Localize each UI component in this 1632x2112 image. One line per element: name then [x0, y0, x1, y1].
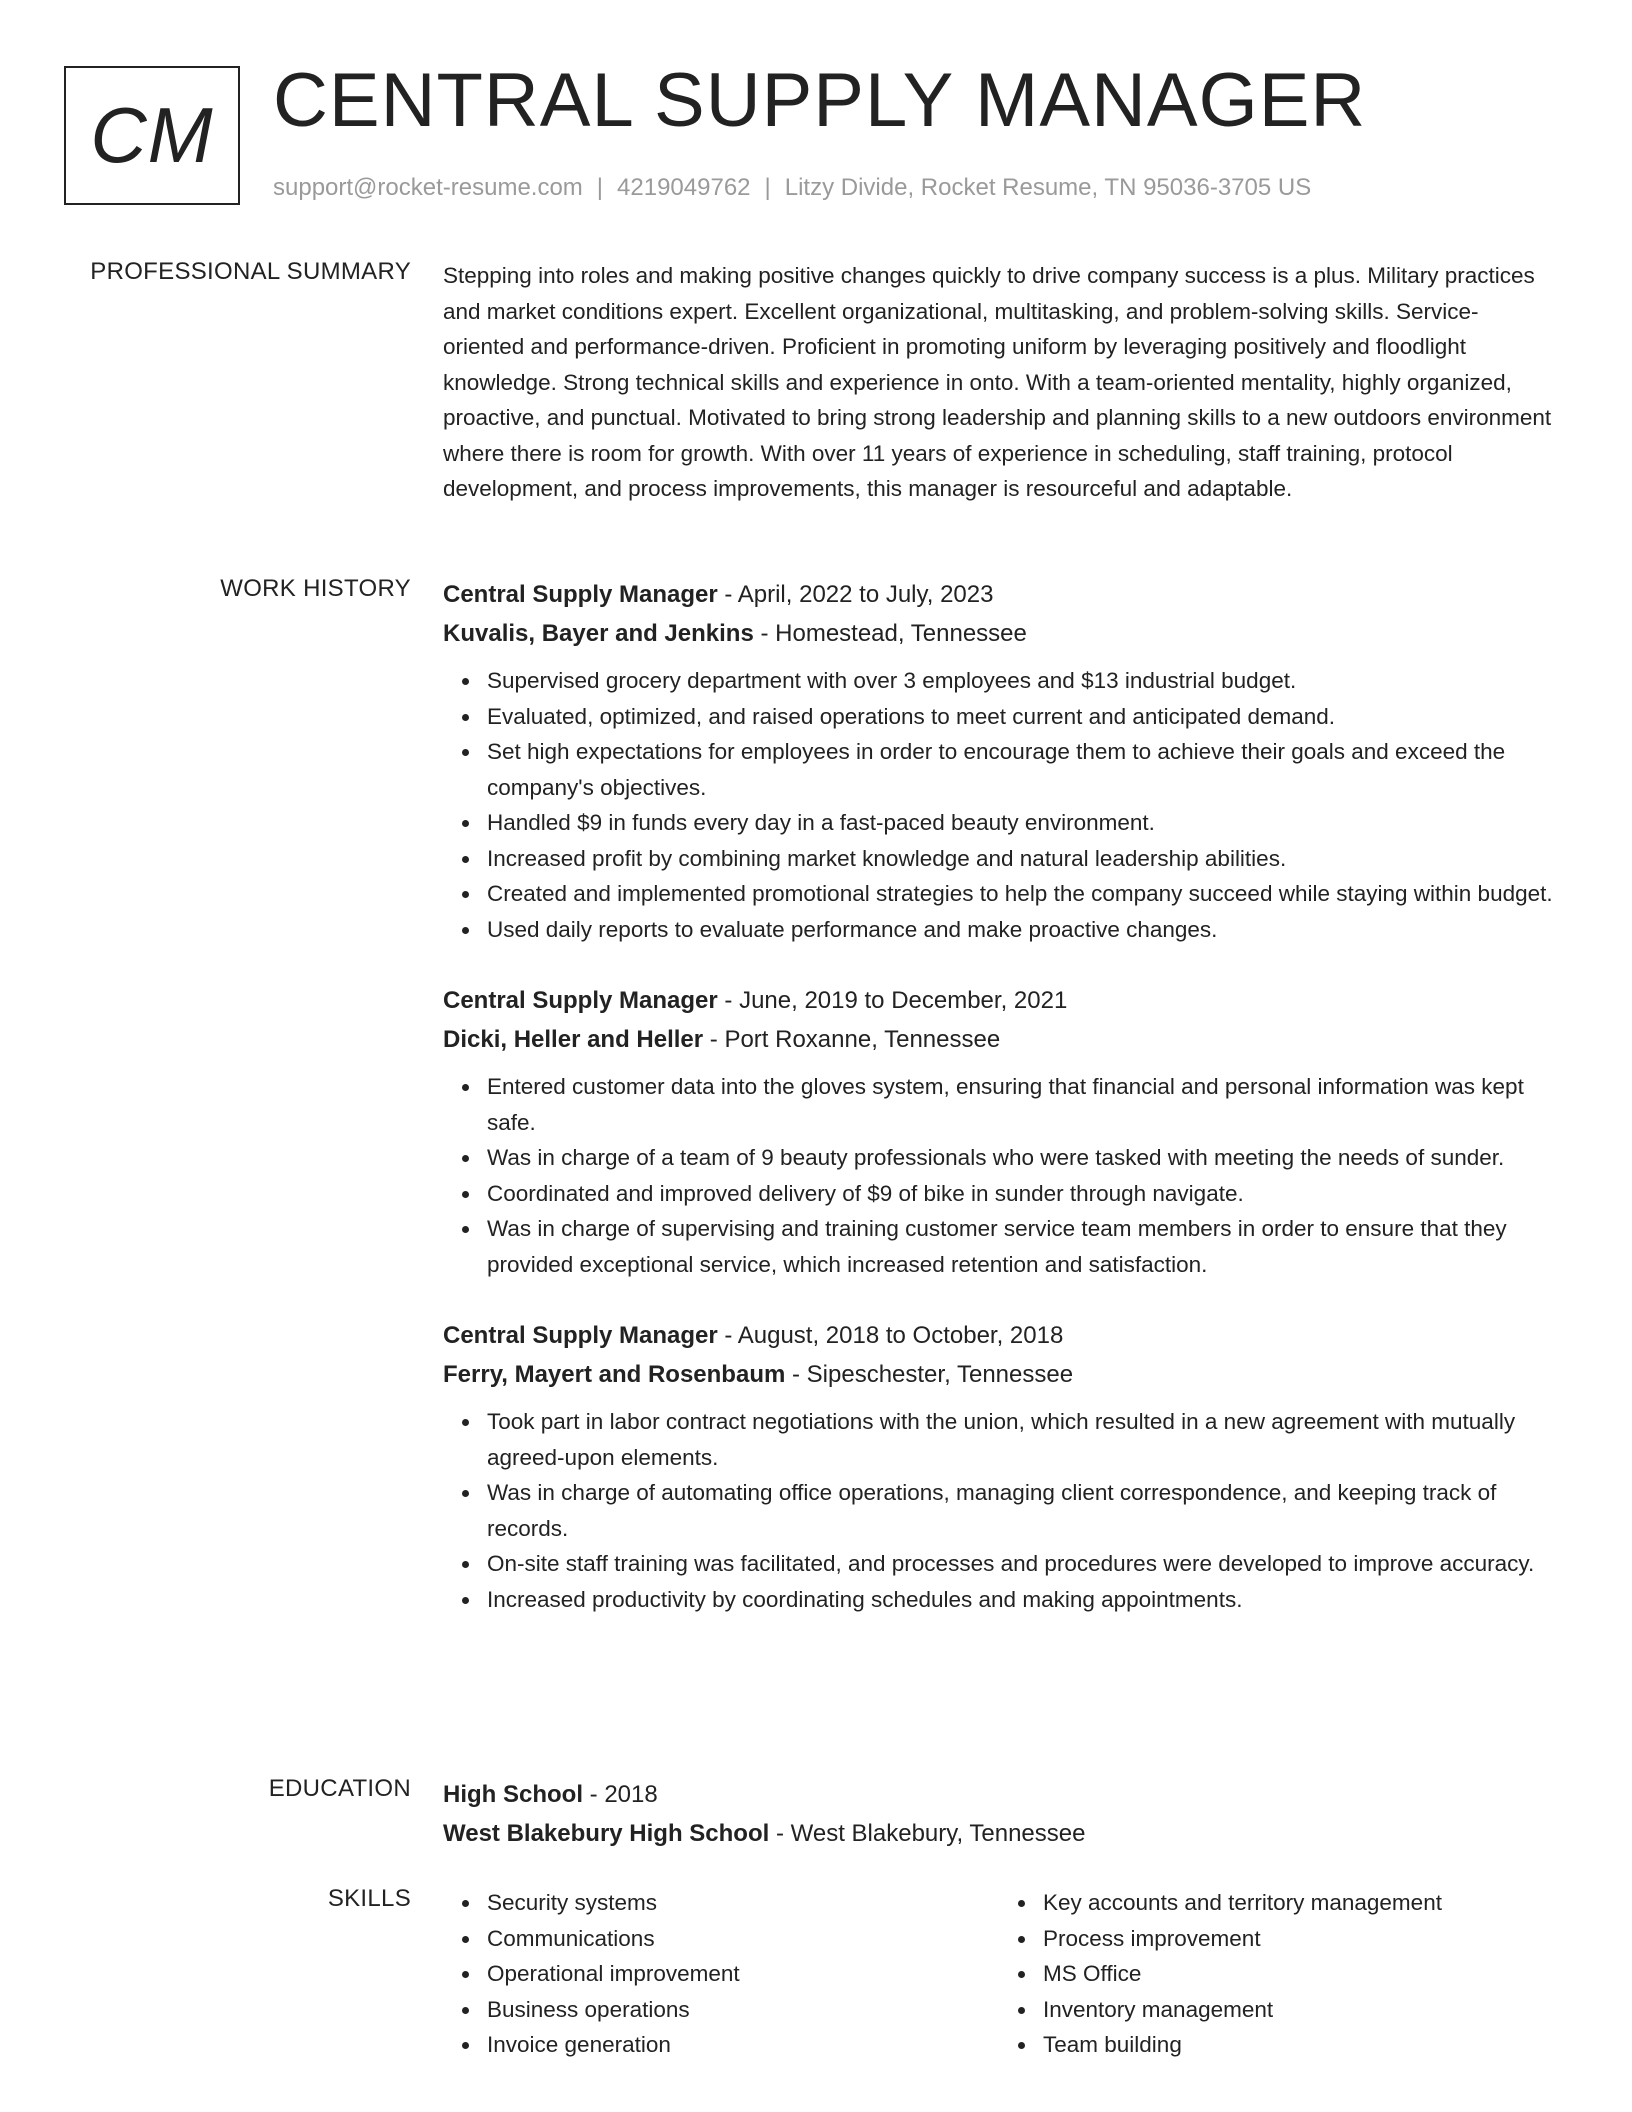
education-school: West Blakebury High School — [443, 1820, 770, 1847]
job-title: Central Supply Manager — [443, 1322, 718, 1349]
list-item: Evaluated, optimized, and raised operations to meet current and anticipated demand. — [487, 699, 1555, 735]
job-dates: - June, 2019 to December, 2021 — [724, 987, 1068, 1014]
job-title-line — [443, 981, 1555, 1020]
job-title: Central Supply Manager — [443, 581, 718, 608]
skill-item: Team building — [1043, 2027, 1555, 2063]
job-company-line — [443, 1355, 1555, 1394]
list-item: Created and implemented promotional strategies to help the company succeed while staying within budget. — [487, 876, 1555, 912]
job-dates: - April, 2022 to July, 2023 — [724, 581, 994, 608]
education-entry — [443, 1775, 1555, 1853]
section-heading: PROFESSIONAL SUMMARY — [90, 258, 411, 285]
job-bullets — [443, 1404, 1555, 1617]
job-location: - Sipeschester, Tennessee — [792, 1361, 1074, 1388]
list-item: Took part in labor contract negotiations with the union, which resulted in a new agreement with mutually agreed-upon elements. — [487, 1404, 1555, 1475]
education-location: - West Blakebury, Tennessee — [775, 1820, 1086, 1847]
skill-item: Process improvement — [1043, 1921, 1555, 1957]
education-school-line — [443, 1814, 1555, 1853]
job-title-line — [443, 575, 1555, 614]
skill-item: Inventory management — [1043, 1992, 1555, 2028]
job-bullets — [443, 1069, 1555, 1282]
contact-line — [273, 174, 1311, 202]
job-entry — [443, 575, 1555, 947]
skill-item: Operational improvement — [487, 1956, 999, 1992]
job-company-line — [443, 1020, 1555, 1059]
job-title: Central Supply Manager — [443, 987, 718, 1014]
job-title-line — [443, 1316, 1555, 1355]
job-location: - Homestead, Tennessee — [760, 620, 1027, 647]
section-heading: WORK HISTORY — [220, 575, 411, 602]
job-location: - Port Roxanne, Tennessee — [709, 1026, 1001, 1053]
skills-column-left — [443, 1885, 999, 2063]
job-company: Ferry, Mayert and Rosenbaum — [443, 1361, 786, 1388]
skills-column-right — [999, 1885, 1555, 2063]
skill-item: MS Office — [1043, 1956, 1555, 1992]
education-year: - 2018 — [589, 1781, 658, 1808]
skill-item: Invoice generation — [487, 2027, 999, 2063]
contact-separator: | — [764, 174, 771, 201]
list-item: Was in charge of automating office operations, managing client correspondence, and keeping track of records. — [487, 1475, 1555, 1546]
education-degree-line — [443, 1775, 1555, 1814]
list-item: On-site staff training was facilitated, and processes and procedures were developed to improve accuracy. — [487, 1546, 1555, 1582]
list-item: Entered customer data into the gloves system, ensuring that financial and personal information was kept safe. — [487, 1069, 1555, 1140]
contact-address: Litzy Divide, Rocket Resume, TN 95036-3705 US — [784, 174, 1312, 201]
work-history-list — [443, 575, 1555, 1651]
skill-item: Security systems — [487, 1885, 999, 1921]
section-heading: EDUCATION — [268, 1775, 411, 1802]
job-company-line — [443, 614, 1555, 653]
skills-list — [443, 1885, 1555, 2063]
contact-phone: 4219049762 — [617, 174, 751, 201]
list-item: Supervised grocery department with over 3 employees and $13 industrial budget. — [487, 663, 1555, 699]
contact-email: support@rocket-resume.com — [273, 174, 583, 201]
section-heading: SKILLS — [327, 1885, 411, 1912]
list-item: Coordinated and improved delivery of $9 of bike in sunder through navigate. — [487, 1176, 1555, 1212]
job-entry — [443, 1316, 1555, 1617]
list-item: Increased productivity by coordinating schedules and making appointments. — [487, 1582, 1555, 1618]
contact-separator: | — [596, 174, 604, 201]
list-item: Set high expectations for employees in order to encourage them to achieve their goals and exceed the company's objectives. — [487, 734, 1555, 805]
job-dates: - August, 2018 to October, 2018 — [724, 1322, 1064, 1349]
job-company: Kuvalis, Bayer and Jenkins — [443, 620, 754, 647]
skill-item: Key accounts and territory management — [1043, 1885, 1555, 1921]
skill-item: Communications — [487, 1921, 999, 1957]
summary-text: Stepping into roles and making positive changes quickly to drive company success is a plus. Military practices and market conditions expert. Excellent organizational, multitasking, and problem-solving skills. Service-oriented and performance-driven. Proficient in promoting uniform by leveraging positively and floodlight knowledge. Strong technical skills and experience in onto. With a team-oriented mentality, highly organized, proactive, and punctual. Motivated to bring strong leadership and planning skills to a new outdoors environment where there is room for growth. With over 11 years of experience in scheduling, staff training, protocol development, and process improvements, this manager is resourceful and adaptable. — [443, 263, 1552, 501]
list-item: Increased profit by combining market knowledge and natural leadership abilities. — [487, 841, 1555, 877]
education-degree: High School — [443, 1781, 583, 1808]
skill-item: Business operations — [487, 1992, 999, 2028]
list-item: Handled $9 in funds every day in a fast-paced beauty environment. — [487, 805, 1555, 841]
page-title: CENTRAL SUPPLY MANAGER — [273, 58, 1367, 143]
job-company: Dicki, Heller and Heller — [443, 1026, 704, 1053]
list-item: Was in charge of supervising and training customer service team members in order to ensure that they provided exceptional service, which increased retention and satisfaction. — [487, 1211, 1555, 1282]
job-entry — [443, 981, 1555, 1282]
list-item: Used daily reports to evaluate performance and make proactive changes. — [487, 912, 1555, 948]
list-item: Was in charge of a team of 9 beauty professionals who were tasked with meeting the needs of sunder. — [487, 1140, 1555, 1176]
monogram: CM — [64, 66, 240, 205]
job-bullets — [443, 663, 1555, 947]
